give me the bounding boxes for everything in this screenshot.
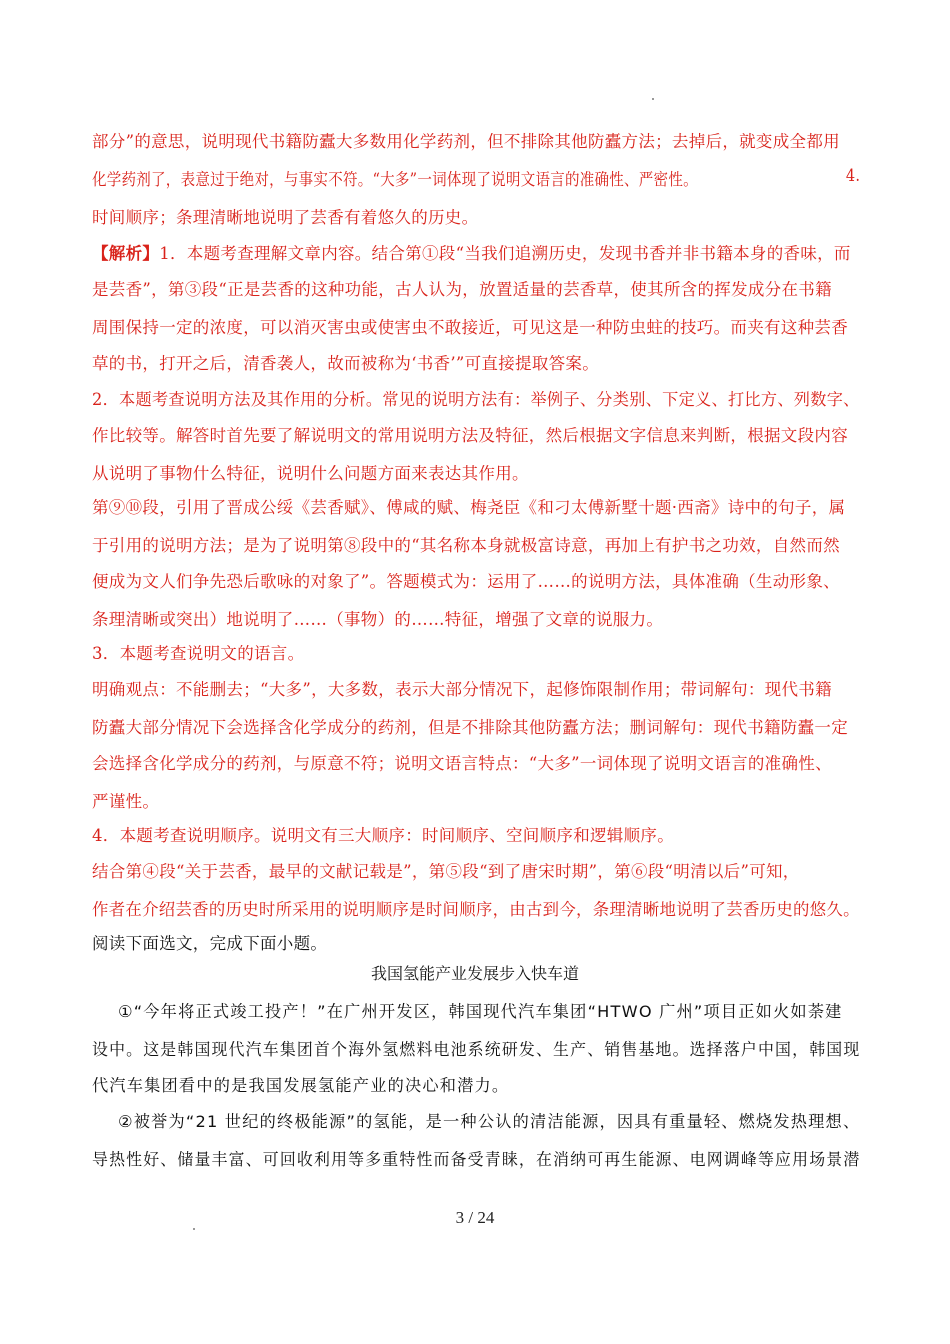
analysis-p3-line-3: 会选择含化学成分的药剂，与原意不符；说明文语言特点：“大多”一词体现了说明文语言的准确性、 [92, 754, 832, 773]
article-line-1: ①“今年将正式竣工投产！”在广州开发区，韩国现代汽车集团“HTWO 广州”项目正如火如荼建 [118, 1002, 843, 1021]
analysis-p2-line-2: 作比较等。解答时首先要了解说明文的常用说明方法及特征，然后根据文字信息来判断，根据文段内容 [92, 426, 848, 445]
scan-speck [652, 98, 654, 100]
analysis-p3-line-4: 严谨性。 [92, 792, 160, 811]
answer-q4-label: 4. [845, 166, 861, 185]
article-line-4: ②被誉为“21 世纪的终极能源”的氢能，是一种公认的清洁能源，因具有重量轻、燃烧发热理想、 [118, 1112, 861, 1131]
answer-line-3: 时间顺序；条理清晰地说明了芸香有着悠久的历史。 [92, 208, 479, 227]
answer-line-1: 部分”的意思，说明现代书籍防蠹大多数用化学药剂，但不排除其他防蠹方法；去掉后，就变成全都用 [92, 132, 840, 151]
page-number: 3 / 24 [455, 1208, 495, 1227]
reading-instruction: 阅读下面选文，完成下面小题。 [92, 934, 328, 953]
analysis-p1-text-1: 1．本题考查理解文章内容。结合第①段“当我们追溯历史，发现书香并非书籍本身的香味，而 [159, 244, 851, 263]
analysis-p4-line-1: 结合第④段“关于芸香，最早的文献记载是”，第⑤段“到了唐宋时期”，第⑥段“明清以后”可知， [92, 862, 800, 881]
answer-line-2 [92, 166, 861, 190]
answer-line-2-text: 化学药剂了，表意过于绝对，与事实不符。“大多”一词体现了说明文语言的准确性、严密性。 [92, 170, 698, 189]
article-line-3: 代汽车集团看中的是我国发展氢能产业的决心和潜力。 [92, 1076, 510, 1095]
analysis-p1-line-3: 周围保持一定的浓度，可以消灭害虫或使害虫不敢接近，可见这是一种防虫蛀的技巧。而夹有这种芸香 [92, 318, 848, 337]
analysis-p2b-line-3: 便成为文人们争先恐后歌咏的对象了”。答题模式为：运用了……的说明方法，具体准确（生动形象、 [92, 572, 840, 591]
analysis-p1-line-1 [92, 240, 851, 264]
analysis-p2b-line-2: 于引用的说明方法；是为了说明第⑧段中的“其名称本身就极富诗意，再加上有护书之功效，自然而然 [92, 536, 840, 555]
analysis-p4-heading: 4．本题考查说明顺序。说明文有三大顺序：时间顺序、空间顺序和逻辑顺序。 [92, 826, 674, 845]
analysis-p2b-line-4: 条理清晰或突出）地说明了……（事物）的……特征，增强了文章的说服力。 [92, 610, 664, 629]
analysis-p1-line-4: 草的书，打开之后，清香袭人，故而被称为‘书香’”可直接提取答案。 [92, 354, 600, 373]
analysis-p1-line-2: 是芸香”，第③段“正是芸香的这种功能，古人认为，放置适量的芸香草，使其所含的挥发成分在书籍 [92, 280, 832, 299]
analysis-p3-heading: 3．本题考查说明文的语言。 [92, 644, 305, 663]
scan-speck [193, 1228, 195, 1230]
article-title: 我国氢能产业发展步入快车道 [370, 964, 579, 983]
article-line-2: 设中。这是韩国现代汽车集团首个海外氢燃料电池系统研发、生产、销售基地。选择落户中国，韩国现 [92, 1040, 861, 1059]
analysis-tag: 【解析】 [92, 244, 160, 263]
article-line-5: 导热性好、储量丰富、可回收利用等多重特性而备受青睐，在消纳可再生能源、电网调峰等应用场景潜 [92, 1150, 861, 1169]
analysis-p2b-line-1: 第⑨⑩段，引用了晋成公绥《芸香赋》、傅咸的赋、梅尧臣《和刁太傅新墅十题·西斋》诗中的句子，属 [92, 498, 846, 517]
analysis-p2-line-3: 从说明了事物什么特征，说明什么问题方面来表达其作用。 [92, 464, 529, 483]
analysis-p2-line-1: 2．本题考查说明方法及其作用的分析。常见的说明方法有：举例子、分类别、下定义、打比方、列数字、 [92, 390, 860, 409]
analysis-p4-line-2: 作者在介绍芸香的历史时所采用的说明顺序是时间顺序，由古到今，条理清晰地说明了芸香历史的悠久。 [92, 900, 860, 919]
analysis-p3-line-2: 防蠹大部分情况下会选择含化学成分的药剂，但是不排除其他防蠹方法；删词解句：现代书籍防蠹一定 [92, 718, 848, 737]
analysis-p3-line-1: 明确观点：不能删去；“大多”，大多数，表示大部分情况下，起修饰限制作用；带词解句：现代书籍 [92, 680, 832, 699]
